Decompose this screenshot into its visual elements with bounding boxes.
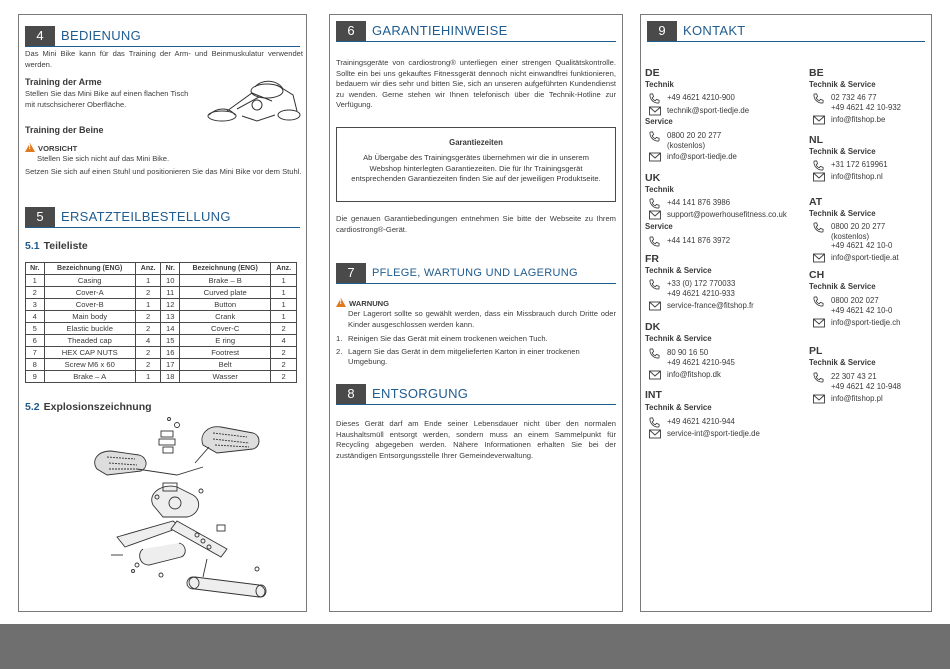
email-text: technik@sport-tiedje.de	[667, 106, 750, 115]
phone-icon	[813, 93, 824, 107]
email-text: info@sport-tiedje.de	[667, 152, 737, 161]
table-row	[26, 287, 297, 299]
arms-training-text: Stellen Sie das Mini Bike auf einen flachen Tisch mit rutschsicherer Oberfläche.	[25, 89, 189, 109]
table-row	[26, 347, 297, 359]
table-cell: 1	[271, 299, 297, 311]
phone-icon	[649, 348, 660, 362]
warranty-text: Trainingsgeräte von cardiostrong® unterliegen einer strengen Qualitätskontrolle. Sollte ein bei uns gekauftes Fitnessgerät dennoch nicht einwandfrei funktionieren, bedauern wir dies sehr und bitten Sie, sich an unseren aufgeführten Kundendienst zu wenden. Gerne stehen wir Ihnen telefonisch über die Technik-Hotline zur Verfügung.	[336, 58, 616, 109]
table-cell: 13	[161, 311, 180, 323]
contact-phone	[645, 236, 730, 246]
col-header: Bezeichnung (ENG)	[44, 263, 135, 275]
envelope-icon	[649, 370, 661, 383]
table-row	[26, 275, 297, 287]
contact-email[interactable]	[645, 301, 754, 311]
email-text: support@powerhousefitness.co.uk	[667, 210, 787, 219]
arm-training-illustration	[197, 71, 303, 133]
country-fr: FR	[645, 253, 659, 265]
country-ch: CH	[809, 269, 825, 281]
table-cell: E ring	[180, 335, 271, 347]
email-text: info@fitshop.nl	[831, 172, 883, 181]
table-cell: 2	[135, 323, 161, 335]
warning-text: Der Lagerort sollte so gewählt werden, dass ein Missbrauch durch Dritte oder Kinder ausgeschlossen werden kann.	[348, 309, 616, 329]
table-cell: 1	[135, 371, 161, 383]
contact-email[interactable]	[809, 253, 899, 263]
envelope-icon	[649, 429, 661, 442]
table-cell: 16	[161, 347, 180, 359]
table-cell: Curved plate	[180, 287, 271, 299]
table-cell: 1	[135, 275, 161, 287]
table-cell: 9	[26, 371, 45, 383]
phone-number: +49 4621 4210-933	[667, 288, 735, 298]
section-title: ENTSORGUNG	[372, 386, 469, 401]
contact-email[interactable]	[645, 210, 787, 220]
table-row	[26, 323, 297, 335]
envelope-icon	[649, 301, 661, 314]
list-item: 2. Lagern Sie das Gerät in dem mitgelieferten Karton in einer trockenen Umgebung.	[336, 346, 580, 366]
phone-number: 80 90 16 50	[667, 348, 709, 357]
phone-number: 22 307 43 21	[831, 372, 877, 381]
phone-number: +49 4621 4210-945	[667, 357, 735, 367]
phone-number: 0800 20 20 277	[667, 131, 722, 140]
section-title: ERSATZTEILBESTELLUNG	[61, 209, 231, 224]
section-header-4	[25, 26, 300, 47]
section-title: GARANTIEHINWEISE	[372, 23, 508, 38]
table-cell: 10	[161, 275, 180, 287]
table-row	[26, 359, 297, 371]
contact-role: Service	[645, 222, 673, 231]
table-cell: Footrest	[180, 347, 271, 359]
col-header: Anz.	[271, 263, 297, 275]
contact-phone	[645, 131, 721, 150]
operation-intro: Das Mini Bike kann für das Training der Arm- und Beinmuskulatur verwendet werden.	[25, 49, 303, 69]
phone-number: (kostenlos)	[667, 140, 706, 150]
table-cell: 2	[135, 311, 161, 323]
warning-triangle-icon	[336, 298, 346, 307]
contact-phone	[809, 160, 888, 170]
email-text: info@sport-tiedje.at	[831, 253, 899, 262]
phone-number: +44 141 876 3972	[667, 236, 731, 245]
warranty-conditions-text: Die genauen Garantiebedingungen entnehmen Sie bitte der Webseite zu Ihrem cardiostrong®-Gerät.	[336, 214, 616, 234]
email-text: service-int@sport-tiedje.de	[667, 429, 760, 438]
footer-bar	[0, 624, 950, 669]
table-cell: Cover-B	[44, 299, 135, 311]
table-cell: 2	[26, 287, 45, 299]
section-title: PFLEGE, WARTUNG UND LAGERUNG	[372, 267, 578, 279]
contact-phone	[645, 348, 735, 367]
table-row	[26, 299, 297, 311]
envelope-icon	[813, 253, 825, 266]
country-be: BE	[809, 67, 824, 79]
envelope-icon	[813, 172, 825, 185]
col-header: Anz.	[135, 263, 161, 275]
legs-training-title: Training der Beine	[25, 125, 104, 135]
panel-operation-parts	[18, 14, 307, 612]
email-text: service-france@fitshop.fr	[667, 301, 754, 310]
panel-contact	[640, 14, 932, 612]
arms-training-title: Training der Arme	[25, 77, 102, 87]
contact-role: Technik & Service	[809, 282, 876, 291]
phone-number: +49 4621 42 10-948	[831, 381, 902, 391]
section-header-5	[25, 207, 300, 228]
table-cell: 12	[161, 299, 180, 311]
table-cell: 1	[26, 275, 45, 287]
email-text: info@fitshop.be	[831, 115, 886, 124]
parts-list-heading: 5.1 Teileliste	[25, 240, 88, 252]
contact-phone	[645, 198, 730, 208]
phone-number: +49 4621 4210-944	[667, 417, 735, 426]
envelope-icon	[813, 318, 825, 331]
table-cell: 17	[161, 359, 180, 371]
envelope-icon	[649, 210, 661, 223]
section-number: 8	[336, 384, 366, 404]
contact-phone	[809, 222, 892, 251]
list-item: 1. Reinigen Sie das Gerät mit einem trockenen weichen Tuch.	[336, 334, 548, 343]
country-de: DE	[645, 67, 660, 79]
table-row	[26, 335, 297, 347]
phone-number: (kostenlos)	[831, 231, 870, 241]
section-number: 9	[647, 21, 677, 41]
table-cell: HEX CAP NUTS	[44, 347, 135, 359]
table-cell: 4	[135, 335, 161, 347]
contact-email[interactable]	[809, 172, 883, 182]
section-header-7	[336, 263, 616, 284]
caution-label: !VORSICHT	[25, 143, 77, 153]
phone-icon	[649, 131, 660, 145]
table-cell: Button	[180, 299, 271, 311]
contact-phone	[809, 372, 901, 391]
envelope-icon	[813, 115, 825, 128]
contact-email[interactable]	[645, 370, 721, 380]
email-text: info@fitshop.dk	[667, 370, 721, 379]
table-cell: 14	[161, 323, 180, 335]
table-cell: 4	[26, 311, 45, 323]
contact-phone	[645, 93, 735, 103]
table-cell: 1	[135, 299, 161, 311]
table-cell: 11	[161, 287, 180, 299]
table-header-row	[26, 263, 297, 275]
table-cell: Wasser	[180, 371, 271, 383]
table-cell: Theaded cap	[44, 335, 135, 347]
table-row	[26, 371, 297, 383]
phone-number: +33 (0) 172 770033	[667, 279, 736, 288]
contact-phone	[809, 93, 901, 112]
table-cell: 2	[135, 359, 161, 371]
table-cell: 2	[271, 323, 297, 335]
phone-number: +49 4621 42 10-0	[831, 305, 893, 315]
contact-email[interactable]	[645, 106, 749, 116]
table-cell: Elastic buckle	[44, 323, 135, 335]
exploded-view-drawing	[77, 417, 277, 607]
disposal-text: Dieses Gerät darf am Ende seiner Lebensdauer nicht über den normalen Haushaltsmüll entsorgt werden, sondern muss an einem Sammelpunkt für Recycling abgegeben werden. Nähere Informationen erhalten Sie bei der zuständigen Entsorgungsstelle Ihrer Gemeindeverwaltung.	[336, 419, 616, 460]
table-cell: 1	[271, 311, 297, 323]
phone-number: +49 4621 42 10-0	[831, 241, 893, 250]
section-number: 4	[25, 26, 55, 46]
table-cell: 1	[271, 287, 297, 299]
table-cell: Brake – A	[44, 371, 135, 383]
country-dk: DK	[645, 321, 661, 333]
warranty-periods-box	[336, 127, 616, 202]
warranty-periods-text: Ab Übergabe des Trainingsgerätes übernehmen wir die in unserem Webshop hinterlegten Garantiezeiten. Die für Ihr Trainingsgerät entsprechenden Garantiezeiten finden Sie auf der jeweiligen Produktseite.	[351, 153, 601, 183]
table-cell: 7	[26, 347, 45, 359]
section-header-9	[647, 21, 925, 42]
country-at: AT	[809, 196, 823, 208]
phone-number: +31 172 619961	[831, 160, 888, 169]
warning-label: !WARNUNG	[336, 298, 389, 308]
country-pl: PL	[809, 345, 823, 357]
caution-text: Stellen Sie sich nicht auf das Mini Bike.	[37, 154, 170, 163]
table-cell: 2	[135, 287, 161, 299]
country-int: INT	[645, 389, 662, 401]
phone-number: 0800 202 027	[831, 296, 879, 305]
phone-icon	[649, 93, 660, 107]
table-cell: Screw M6 x 60	[44, 359, 135, 371]
col-header: Nr.	[26, 263, 45, 275]
parts-table	[25, 262, 297, 383]
table-cell: 18	[161, 371, 180, 383]
contact-email[interactable]	[809, 318, 900, 328]
country-nl: NL	[809, 134, 823, 146]
contact-email[interactable]	[645, 152, 737, 162]
table-cell: 1	[271, 275, 297, 287]
phone-number: +44 141 876 3986	[667, 198, 731, 207]
contact-role: Technik & Service	[645, 403, 712, 412]
table-cell: Cover-A	[44, 287, 135, 299]
contact-phone	[645, 279, 735, 298]
section-title: KONTAKT	[683, 23, 746, 38]
table-cell: 2	[271, 347, 297, 359]
exploded-view-heading: 5.2 Explosionszeichnung	[25, 401, 152, 413]
contact-phone	[645, 417, 735, 427]
contact-role: Technik & Service	[809, 209, 876, 218]
phone-icon	[649, 279, 660, 293]
table-cell: 5	[26, 323, 45, 335]
table-row	[26, 311, 297, 323]
section-header-8	[336, 384, 616, 405]
phone-number: +49 4621 42 10-932	[831, 102, 902, 112]
phone-icon	[813, 222, 824, 236]
table-cell: 4	[271, 335, 297, 347]
contact-role: Technik & Service	[809, 80, 876, 89]
envelope-icon	[649, 152, 661, 165]
country-uk: UK	[645, 172, 661, 184]
phone-number: +49 4621 4210-900	[667, 93, 735, 102]
table-cell: Brake – B	[180, 275, 271, 287]
contact-phone	[809, 296, 892, 315]
contact-role: Technik & Service	[809, 147, 876, 156]
table-cell: 2	[271, 359, 297, 371]
phone-number: 0800 20 20 277	[831, 222, 886, 231]
table-cell: 3	[26, 299, 45, 311]
envelope-icon	[813, 394, 825, 407]
warning-triangle-icon	[25, 143, 35, 152]
email-text: info@sport-tiedje.ch	[831, 318, 901, 327]
contact-role: Technik	[645, 185, 674, 194]
col-header: Bezeichnung (ENG)	[180, 263, 271, 275]
contact-email[interactable]	[645, 429, 760, 439]
contact-role: Service	[645, 117, 673, 126]
section-number: 7	[336, 263, 366, 283]
section-number: 6	[336, 21, 366, 41]
table-cell: 6	[26, 335, 45, 347]
care-steps-list	[336, 334, 616, 370]
phone-icon	[813, 296, 824, 310]
table-cell: Cover-C	[180, 323, 271, 335]
table-cell: 8	[26, 359, 45, 371]
col-header: Nr.	[161, 263, 180, 275]
phone-number: 02 732 46 77	[831, 93, 877, 102]
section-header-6	[336, 21, 616, 42]
phone-icon	[649, 236, 660, 250]
section-number: 5	[25, 207, 55, 227]
panel-warranty-care	[329, 14, 623, 612]
table-cell: 15	[161, 335, 180, 347]
warranty-periods-title: Garantiezeiten	[449, 138, 503, 147]
legs-training-text: Setzen Sie sich auf einen Stuhl und positionieren Sie das Mini Bike vor dem Stuhl.	[25, 167, 302, 176]
table-cell: 2	[271, 371, 297, 383]
table-cell: Main body	[44, 311, 135, 323]
email-text: info@fitshop.pl	[831, 394, 883, 403]
contact-role: Technik	[645, 80, 674, 89]
contact-role: Technik & Service	[645, 334, 712, 343]
table-cell: Belt	[180, 359, 271, 371]
table-cell: Crank	[180, 311, 271, 323]
contact-role: Technik & Service	[645, 266, 712, 275]
table-cell: 2	[135, 347, 161, 359]
section-title: BEDIENUNG	[61, 28, 141, 43]
contact-email[interactable]	[809, 115, 885, 125]
contact-role: Technik & Service	[809, 358, 876, 367]
table-cell: Casing	[44, 275, 135, 287]
contact-email[interactable]	[809, 394, 883, 404]
phone-icon	[813, 372, 824, 386]
